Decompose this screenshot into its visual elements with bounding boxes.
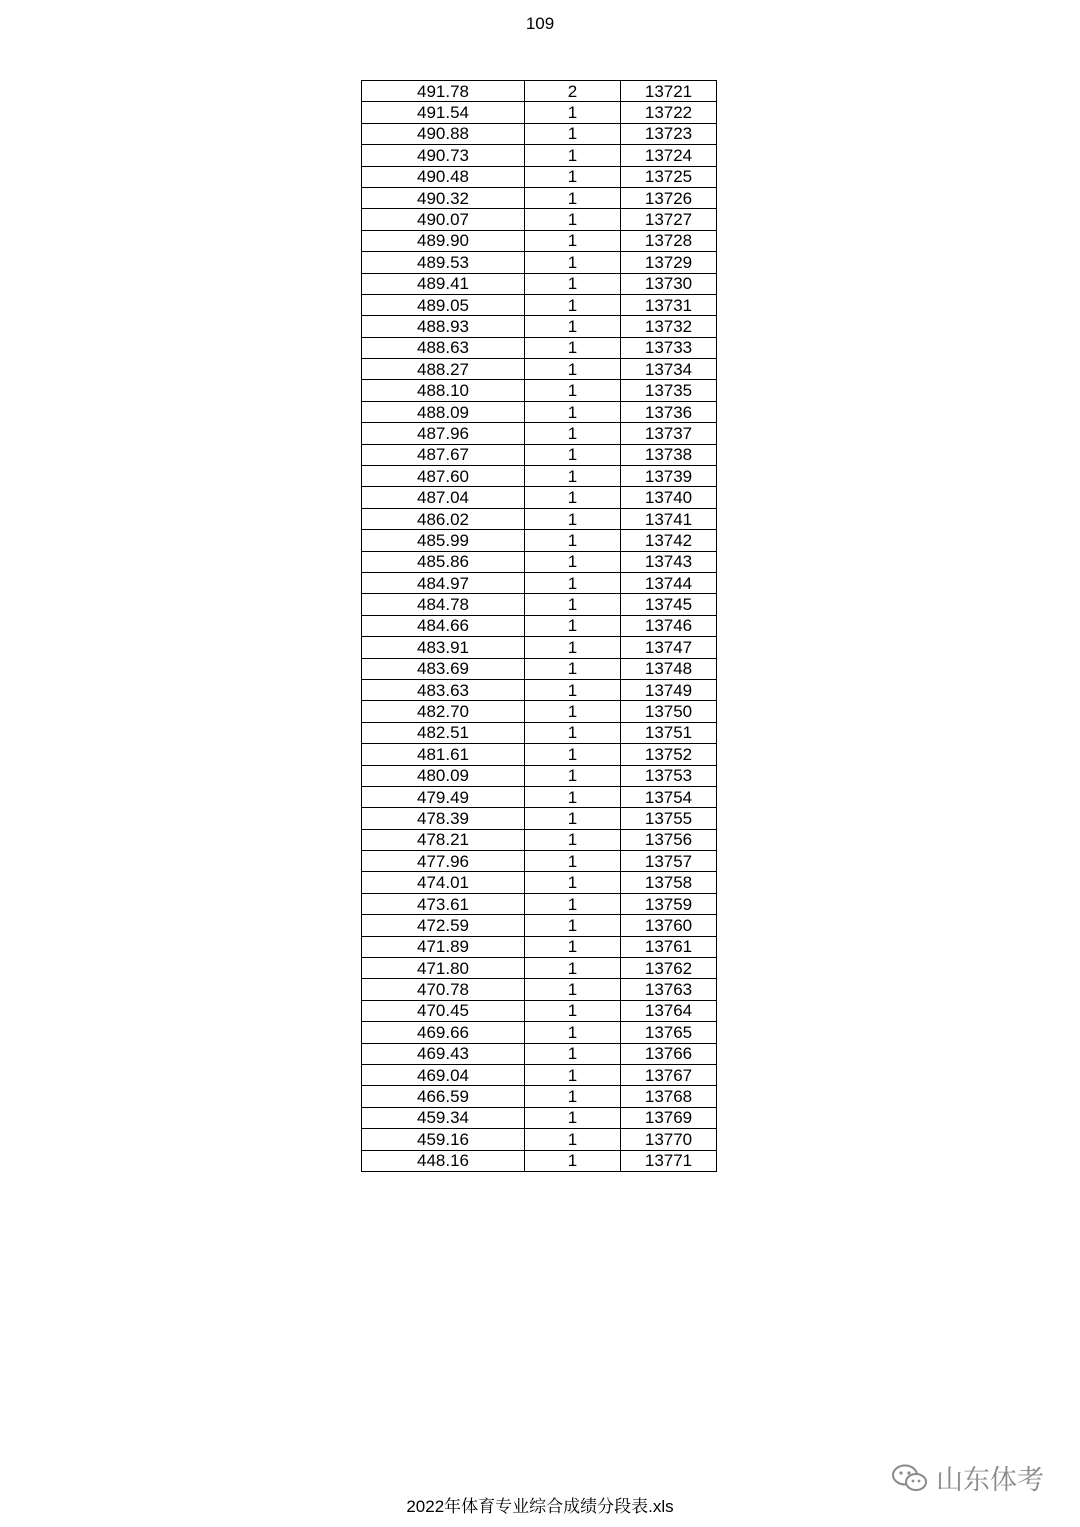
table-row [362,1107,717,1128]
cumulative-cell: 13752 [621,744,717,765]
cumulative-cell: 13739 [621,466,717,487]
score-cell: 486.02 [362,508,525,529]
cumulative-cell: 13721 [621,81,717,102]
cumulative-cell: 13761 [621,936,717,957]
table-row [362,594,717,615]
count-cell: 1 [525,123,621,144]
score-cell: 487.04 [362,487,525,508]
count-cell: 1 [525,466,621,487]
count-cell: 1 [525,508,621,529]
count-cell: 1 [525,915,621,936]
score-cell: 478.21 [362,829,525,850]
count-cell: 1 [525,530,621,551]
table-row [362,359,717,380]
table-row [362,102,717,123]
score-cell: 489.41 [362,273,525,294]
score-table [361,80,717,1172]
score-cell: 490.32 [362,187,525,208]
count-cell: 1 [525,722,621,743]
cumulative-cell: 13722 [621,102,717,123]
cumulative-cell: 13743 [621,551,717,572]
score-cell: 459.16 [362,1129,525,1150]
score-cell: 477.96 [362,851,525,872]
table-row [362,893,717,914]
count-cell: 1 [525,1107,621,1128]
count-cell: 1 [525,487,621,508]
score-cell: 490.07 [362,209,525,230]
score-cell: 466.59 [362,1086,525,1107]
score-cell: 491.78 [362,81,525,102]
score-cell: 482.51 [362,722,525,743]
cumulative-cell: 13769 [621,1107,717,1128]
count-cell: 1 [525,893,621,914]
score-cell: 448.16 [362,1150,525,1171]
cumulative-cell: 13729 [621,252,717,273]
count-cell: 1 [525,658,621,679]
score-cell: 478.39 [362,808,525,829]
score-cell: 484.78 [362,594,525,615]
cumulative-cell: 13727 [621,209,717,230]
table-row [362,230,717,251]
cumulative-cell: 13725 [621,166,717,187]
cumulative-cell: 13758 [621,872,717,893]
table-row [362,337,717,358]
score-cell: 473.61 [362,893,525,914]
count-cell: 1 [525,1043,621,1064]
score-cell: 483.69 [362,658,525,679]
cumulative-cell: 13747 [621,637,717,658]
cumulative-cell: 13734 [621,359,717,380]
table-row [362,851,717,872]
count-cell: 1 [525,423,621,444]
count-cell: 1 [525,102,621,123]
cumulative-cell: 13735 [621,380,717,401]
cumulative-cell: 13753 [621,765,717,786]
table-row [362,722,717,743]
cumulative-cell: 13765 [621,1022,717,1043]
cumulative-cell: 13767 [621,1064,717,1085]
cumulative-cell: 13730 [621,273,717,294]
cumulative-cell: 13771 [621,1150,717,1171]
cumulative-cell: 13740 [621,487,717,508]
table-row [362,551,717,572]
score-cell: 469.04 [362,1064,525,1085]
count-cell: 1 [525,187,621,208]
table-row [362,123,717,144]
score-cell: 470.78 [362,979,525,1000]
cumulative-cell: 13749 [621,679,717,700]
score-cell: 487.67 [362,444,525,465]
score-cell: 471.80 [362,958,525,979]
count-cell: 1 [525,1000,621,1021]
cumulative-cell: 13738 [621,444,717,465]
table-row [362,273,717,294]
table-row [362,508,717,529]
table-row [362,1129,717,1150]
score-cell: 483.63 [362,679,525,700]
count-cell: 1 [525,958,621,979]
count-cell: 1 [525,209,621,230]
score-cell: 488.09 [362,401,525,422]
count-cell: 1 [525,1064,621,1085]
footer-filename: 2022年体育专业综合成绩分段表.xls [406,1497,674,1516]
count-cell: 1 [525,829,621,850]
cumulative-cell: 13759 [621,893,717,914]
score-cell: 489.53 [362,252,525,273]
count-cell: 1 [525,765,621,786]
cumulative-cell: 13755 [621,808,717,829]
cumulative-cell: 13746 [621,615,717,636]
cumulative-cell: 13757 [621,851,717,872]
watermark-text: 山东体考 [936,1465,1044,1495]
count-cell: 1 [525,594,621,615]
count-cell: 1 [525,936,621,957]
count-cell: 1 [525,359,621,380]
score-table-body [362,81,717,1172]
cumulative-cell: 13744 [621,572,717,593]
table-row [362,615,717,636]
count-cell: 1 [525,230,621,251]
table-row [362,1064,717,1085]
table-row [362,209,717,230]
table-row [362,166,717,187]
count-cell: 1 [525,1022,621,1043]
count-cell: 1 [525,294,621,315]
table-row [362,915,717,936]
cumulative-cell: 13732 [621,316,717,337]
cumulative-cell: 13760 [621,915,717,936]
count-cell: 1 [525,872,621,893]
score-cell: 484.66 [362,615,525,636]
score-cell: 472.59 [362,915,525,936]
score-cell: 474.01 [362,872,525,893]
cumulative-cell: 13742 [621,530,717,551]
cumulative-cell: 13728 [621,230,717,251]
count-cell: 1 [525,744,621,765]
count-cell: 1 [525,637,621,658]
cumulative-cell: 13770 [621,1129,717,1150]
table-row [362,187,717,208]
cumulative-cell: 13733 [621,337,717,358]
table-row [362,1043,717,1064]
table-row [362,530,717,551]
cumulative-cell: 13748 [621,658,717,679]
score-cell: 488.10 [362,380,525,401]
cumulative-cell: 13726 [621,187,717,208]
cumulative-cell: 13764 [621,1000,717,1021]
score-cell: 470.45 [362,1000,525,1021]
table-row [362,252,717,273]
table-row [362,380,717,401]
table-row [362,316,717,337]
score-cell: 488.93 [362,316,525,337]
score-cell: 489.05 [362,294,525,315]
cumulative-cell: 13731 [621,294,717,315]
cumulative-cell: 13768 [621,1086,717,1107]
score-cell: 488.27 [362,359,525,380]
cumulative-cell: 13751 [621,722,717,743]
count-cell: 1 [525,551,621,572]
table-row [362,572,717,593]
table-row [362,786,717,807]
table-row [362,1022,717,1043]
score-cell: 481.61 [362,744,525,765]
cumulative-cell: 13763 [621,979,717,1000]
count-cell: 1 [525,252,621,273]
cumulative-cell: 13754 [621,786,717,807]
count-cell: 1 [525,1150,621,1171]
cumulative-cell: 13756 [621,829,717,850]
count-cell: 1 [525,380,621,401]
count-cell: 1 [525,401,621,422]
table-row [362,1000,717,1021]
count-cell: 1 [525,1086,621,1107]
table-row [362,81,717,102]
cumulative-cell: 13736 [621,401,717,422]
table-row [362,744,717,765]
score-cell: 483.91 [362,637,525,658]
table-row [362,936,717,957]
count-cell: 1 [525,786,621,807]
table-row [362,829,717,850]
table-row [362,701,717,722]
wechat-icon [890,1463,930,1493]
count-cell: 1 [525,572,621,593]
score-cell: 488.63 [362,337,525,358]
score-cell: 490.48 [362,166,525,187]
score-cell: 479.49 [362,786,525,807]
score-cell: 485.86 [362,551,525,572]
score-cell: 490.88 [362,123,525,144]
count-cell: 1 [525,851,621,872]
count-cell: 1 [525,979,621,1000]
score-cell: 490.73 [362,145,525,166]
cumulative-cell: 13762 [621,958,717,979]
table-row [362,1150,717,1171]
table-row [362,294,717,315]
score-cell: 489.90 [362,230,525,251]
count-cell: 1 [525,701,621,722]
table-row [362,679,717,700]
count-cell: 2 [525,81,621,102]
table-row [362,979,717,1000]
score-cell: 459.34 [362,1107,525,1128]
table-row [362,487,717,508]
count-cell: 1 [525,166,621,187]
cumulative-cell: 13750 [621,701,717,722]
count-cell: 1 [525,337,621,358]
count-cell: 1 [525,808,621,829]
score-cell: 487.96 [362,423,525,444]
table-row [362,401,717,422]
score-cell: 480.09 [362,765,525,786]
count-cell: 1 [525,615,621,636]
table-row [362,444,717,465]
table-row [362,872,717,893]
count-cell: 1 [525,145,621,166]
score-cell: 471.89 [362,936,525,957]
cumulative-cell: 13741 [621,508,717,529]
table-row [362,423,717,444]
table-row [362,765,717,786]
cumulative-cell: 13745 [621,594,717,615]
score-cell: 469.43 [362,1043,525,1064]
table-row [362,637,717,658]
score-cell: 491.54 [362,102,525,123]
score-cell: 469.66 [362,1022,525,1043]
cumulative-cell: 13723 [621,123,717,144]
count-cell: 1 [525,444,621,465]
table-row [362,808,717,829]
score-cell: 482.70 [362,701,525,722]
table-row [362,466,717,487]
cumulative-cell: 13724 [621,145,717,166]
count-cell: 1 [525,273,621,294]
cumulative-cell: 13737 [621,423,717,444]
cumulative-cell: 13766 [621,1043,717,1064]
page-number: 109 [525,14,555,33]
table-row [362,658,717,679]
count-cell: 1 [525,679,621,700]
table-row [362,1086,717,1107]
table-row [362,958,717,979]
score-cell: 487.60 [362,466,525,487]
table-row [362,145,717,166]
count-cell: 1 [525,316,621,337]
count-cell: 1 [525,1129,621,1150]
score-cell: 485.99 [362,530,525,551]
score-cell: 484.97 [362,572,525,593]
